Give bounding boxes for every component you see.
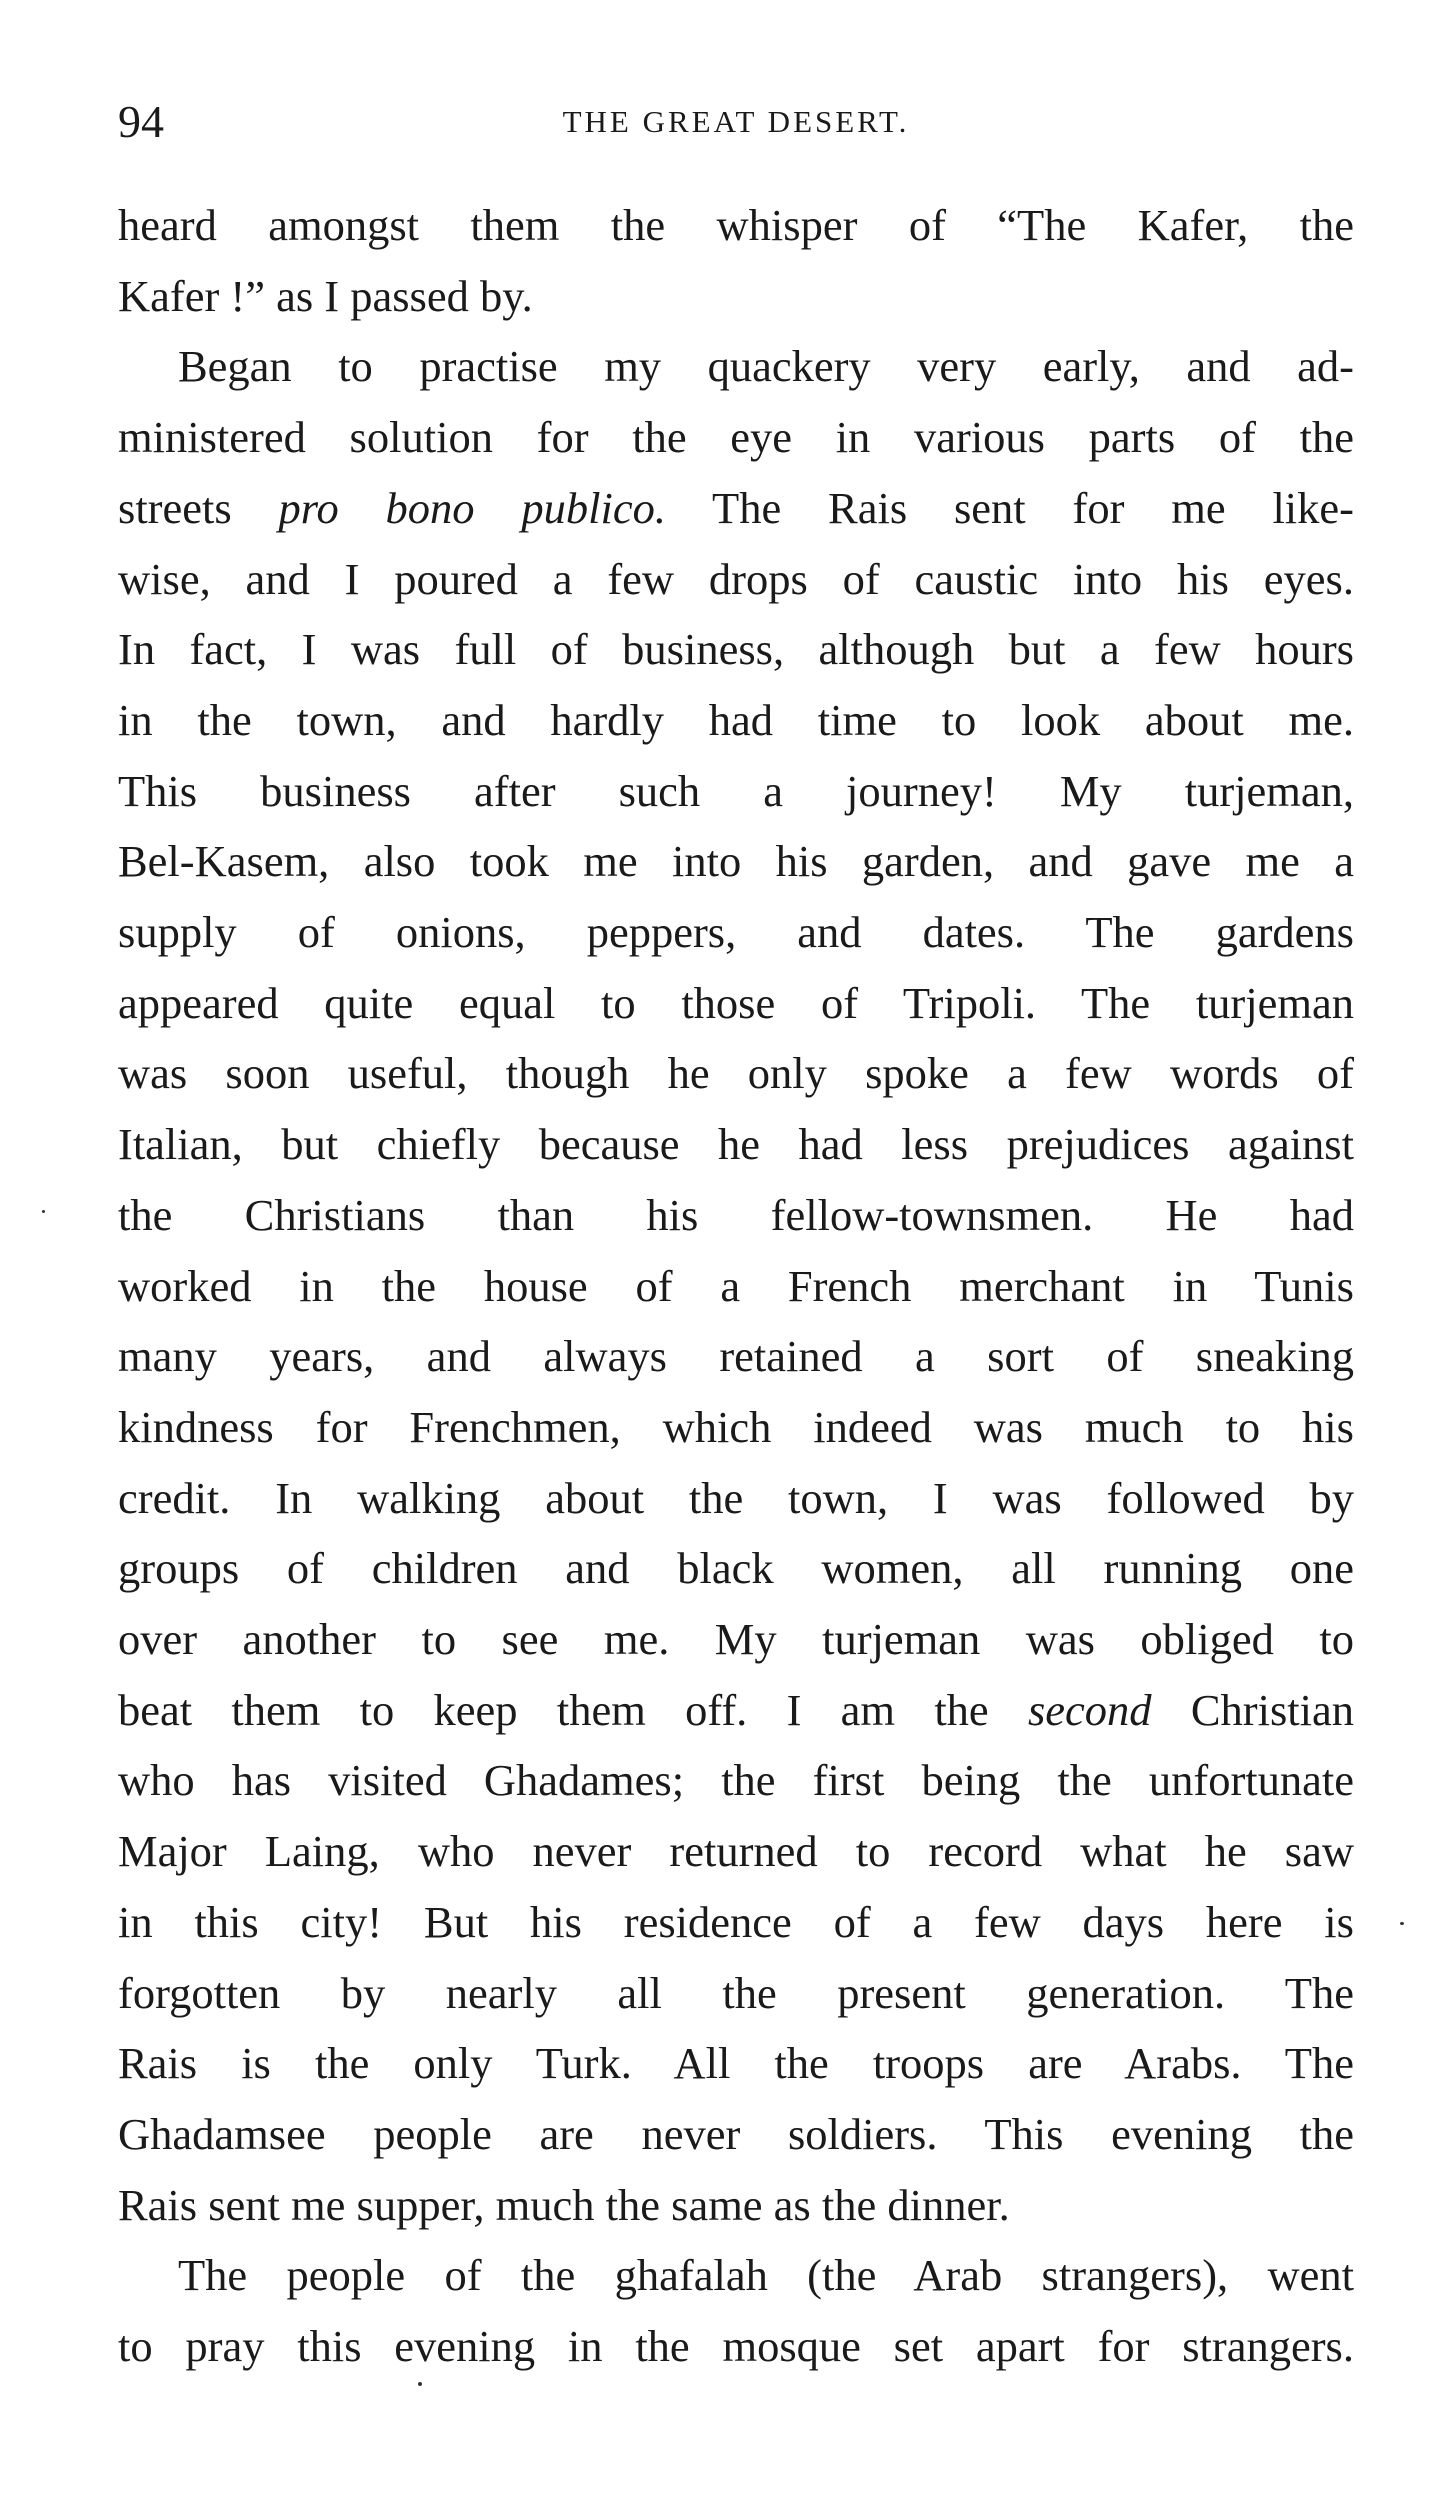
running-title: THE GREAT DESERT. — [562, 104, 910, 139]
text-line — [118, 1745, 1354, 1816]
text-line — [118, 1463, 1354, 1534]
text-run: Italian, but chiefly because he had less prejudices against — [118, 1119, 1354, 1170]
text-run: to pray this evening in the mosque set apart for strangers. — [118, 2321, 1354, 2372]
text-run: Rais is the only Turk. All the troops are Arabs. The — [118, 2038, 1354, 2089]
text-run: groups of children and black women, all running one — [118, 1543, 1354, 1594]
page-number: 94 — [118, 96, 164, 147]
italic-text: pro bono publico. — [278, 482, 666, 533]
text-run: In fact, I was full of business, although but a few hours — [118, 624, 1354, 675]
text-line — [118, 1392, 1354, 1463]
text-line — [118, 897, 1354, 968]
text-run: over another to see me. My turjeman was obliged to — [118, 1614, 1354, 1665]
text-run: The Rais sent for me like- — [665, 482, 1354, 533]
text-line — [118, 1251, 1354, 1322]
text-line — [118, 1321, 1354, 1392]
text-line — [118, 2170, 1354, 2241]
text-run: Bel-Kasem, also took me into his garden, and gave me a — [118, 836, 1354, 887]
text-run: the Christians than his fellow-townsmen. He had — [118, 1189, 1354, 1240]
paragraph — [118, 190, 1354, 331]
text-line — [118, 2099, 1354, 2170]
text-line — [118, 1604, 1354, 1675]
text-line — [118, 756, 1354, 827]
text-run: many years, and always retained a sort of sneaking — [118, 1331, 1354, 1382]
text-line — [118, 685, 1354, 756]
text-line — [118, 1109, 1354, 1180]
text-run: in this city! But his residence of a few days here is — [118, 1896, 1354, 1947]
running-head — [118, 92, 1354, 152]
text-line — [118, 1180, 1354, 1251]
text-run: Christian — [1151, 1684, 1354, 1735]
print-speck — [42, 1210, 45, 1213]
text-run: who has visited Ghadames; the first being the unfortunate — [118, 1755, 1354, 1806]
text-line — [118, 2311, 1354, 2382]
print-speck — [418, 2382, 422, 2386]
text-run: wise, and I poured a few drops of caustic into his eyes. — [118, 553, 1354, 604]
text-run: Ghadamsee people are never soldiers. This evening the — [118, 2108, 1354, 2159]
text-run: kindness for Frenchmen, which indeed was much to his — [118, 1401, 1354, 1452]
paragraph — [118, 2240, 1354, 2381]
body-text — [118, 190, 1354, 2382]
paragraph — [118, 331, 1354, 2240]
text-line — [118, 402, 1354, 473]
text-line — [118, 1675, 1354, 1746]
text-line — [118, 190, 1354, 261]
text-line — [118, 2028, 1354, 2099]
text-run: ministered solution for the eye in various parts of the — [118, 412, 1354, 463]
text-run: forgotten by nearly all the present generation. The — [118, 1967, 1354, 2018]
text-line — [118, 968, 1354, 1039]
text-line — [118, 261, 1354, 332]
text-line — [118, 1958, 1354, 2029]
text-line — [118, 1887, 1354, 1958]
text-line — [118, 1533, 1354, 1604]
text-run: beat them to keep them off. I am the — [118, 1684, 1028, 1735]
text-line — [118, 544, 1354, 615]
text-run: in the town, and hardly had time to look about me. — [118, 694, 1354, 745]
text-run: credit. In walking about the town, I was followed by — [118, 1472, 1354, 1523]
text-line — [118, 331, 1354, 402]
text-run: Kafer !” as I passed by. — [118, 270, 533, 321]
text-run: heard amongst them the whisper of “The Kafer, the — [118, 200, 1354, 250]
text-line — [118, 2240, 1354, 2311]
text-run: Began to practise my quackery very early, and ad- — [178, 341, 1354, 392]
text-run: Major Laing, who never returned to record what he saw — [118, 1826, 1354, 1877]
text-line — [118, 1816, 1354, 1887]
text-line — [118, 614, 1354, 685]
text-run: The people of the ghafalah (the Arab strangers), went — [178, 2250, 1354, 2301]
text-run: appeared quite equal to those of Tripoli. The turjeman — [118, 977, 1354, 1028]
print-speck — [1400, 1922, 1404, 1925]
text-line — [118, 826, 1354, 897]
text-run: streets — [118, 482, 279, 533]
italic-text: second — [1027, 1684, 1152, 1735]
text-line — [118, 1038, 1354, 1109]
text-run: Rais sent me supper, much the same as the dinner. — [118, 2179, 1010, 2230]
text-run: worked in the house of a French merchant in Tunis — [118, 1260, 1354, 1311]
text-run: supply of onions, peppers, and dates. The gardens — [118, 907, 1354, 958]
text-run: This business after such a journey! My turjeman, — [118, 765, 1354, 816]
text-line — [118, 473, 1354, 544]
text-run: was soon useful, though he only spoke a few words of — [118, 1048, 1354, 1099]
